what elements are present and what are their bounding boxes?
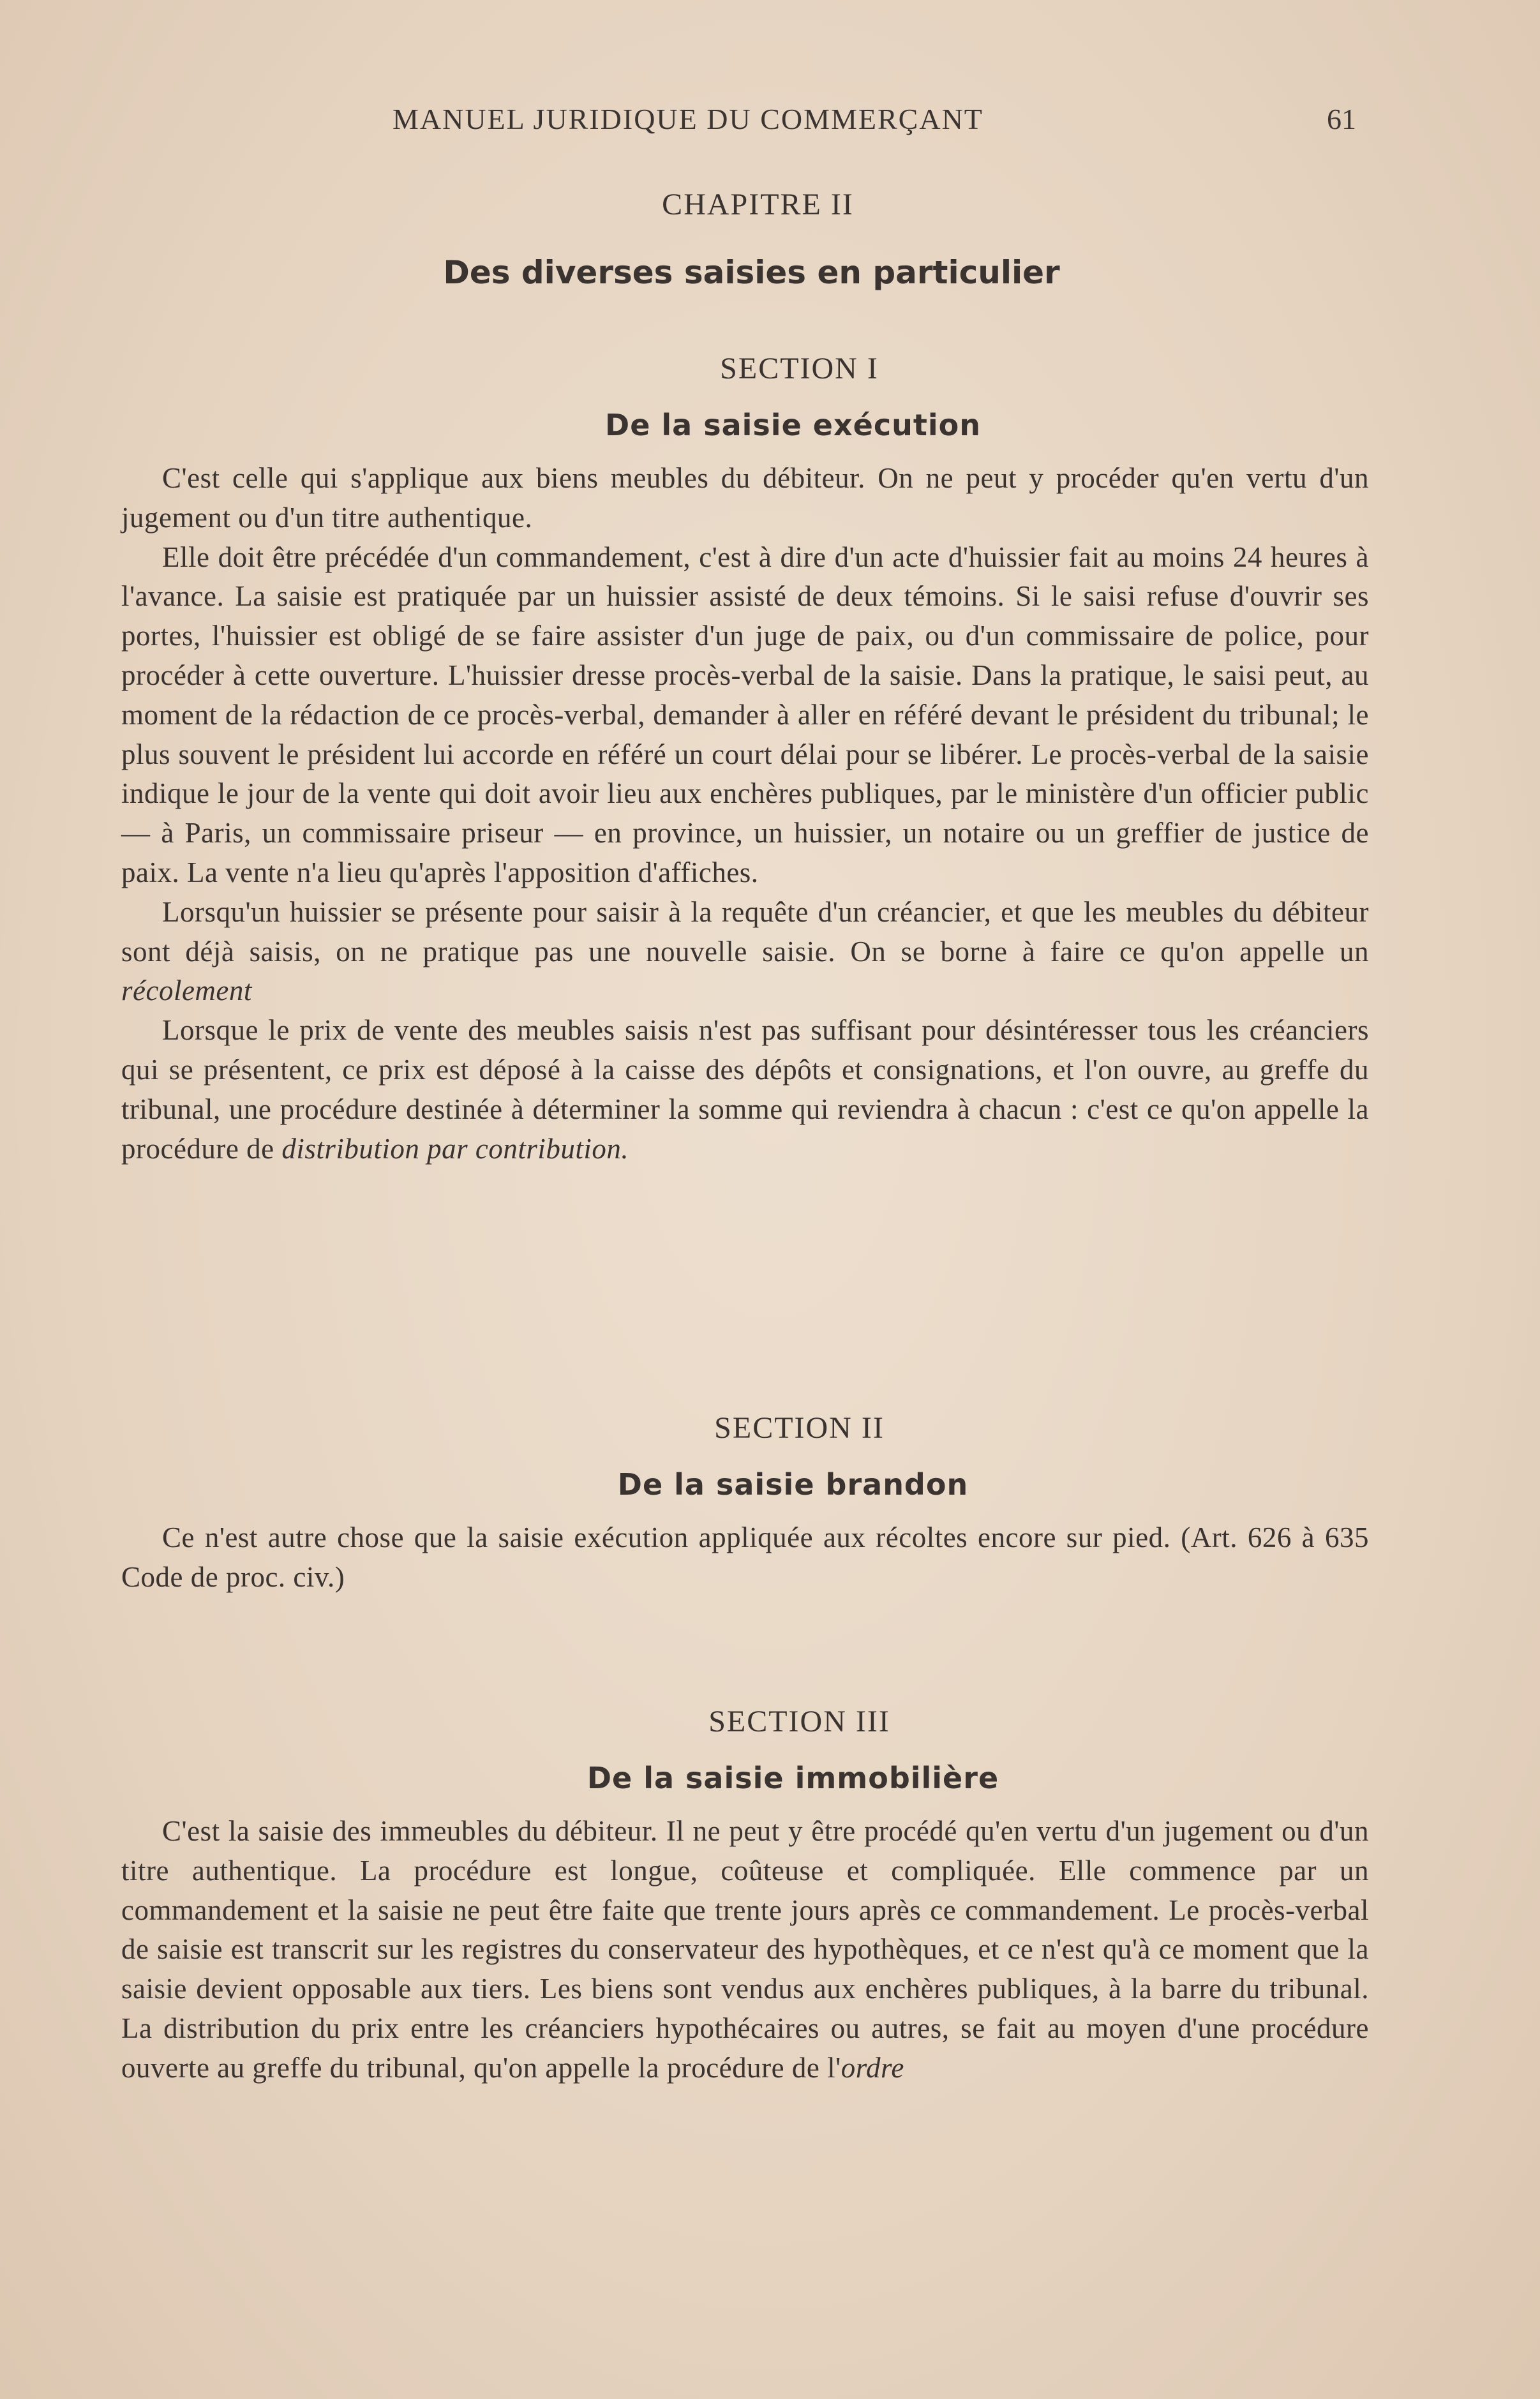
running-header [121,102,1369,147]
paragraph-text: C'est celle qui s'applique aux biens meubles du débiteur. On ne peut y procéder qu'en vertu d'un jugement ou d'un titre authentique. [121,462,1369,534]
section-body [121,1812,1369,2088]
paragraph-text: C'est la saisie des immeubles du débiteur. Il ne peut y être procédé qu'en vertu d'un jugement ou d'un titre authentique. La procédure est longue, coûteuse et compliquée. Elle commence par un commandement et la saisie ne peut être faite que trente jours après ce commandement. Le procès-verbal de saisie est transcrit sur les registres du conservateur des hypothèques, et ce n'est qu'à ce moment que la saisie devient opposable aux tiers. Les biens sont vendus aux enchères publiques, à la barre du tribunal. La distribution du prix entre les créanciers hypothécaires ou autres, se fait au moyen d'une procédure ouverte au greffe du tribunal, qu'on appelle la procédure de l' [121,1815,1369,2084]
section-title: De la saisie brandon [617,1467,969,1502]
paragraph-text: Lorsqu'un huissier se présente pour saisir à la requête d'un créancier, et que les meubles du débiteur sont déjà saisis, on ne pratique pas une nouvelle saisie. On se borne à faire ce qu'on appelle un [121,895,1369,968]
section-label: SECTION I [720,352,879,385]
section-body [121,1518,1369,1597]
section-body [121,459,1369,1169]
page-number: 61 [1327,103,1356,135]
section-title: De la saisie immobilière [587,1761,999,1795]
italic-term: distribution par contribution. [281,1132,629,1165]
paragraph-text: Lorsque le prix de vente des meubles saisis n'est pas suffisant pour désintéresser tous les créanciers qui se présentent, ce prix est déposé à la caisse des dépôts et consignations, et l'on ouvre, au greffe du tribunal, une procédure destinée à déterminer la somme qui reviendra à chacun : c'est ce qu'on appelle la procédure de [121,1014,1369,1165]
paragraph [121,1812,1369,2088]
paragraph [121,1011,1369,1169]
paragraph-text: Elle doit être précédée d'un commandement, c'est à dire d'un acte d'huissier fait au moins 24 heures à l'avance. La saisie est pratiquée par un huissier assisté de deux témoins. Si le saisi refuse d'ouvrir ses portes, l'huissier est obligé de se faire assister d'un juge de paix, ou d'un commissaire de police, pour procéder à cette ouverture. L'huissier dresse procès-verbal de la saisie. Dans la pratique, le saisi peut, au moment de la rédaction de ce procès-verbal, demander à aller en référé devant le président du tribunal; le plus souvent le président lui accorde en référé un court délai pour se libérer. Le procès-verbal de la saisie indique le jour de la vente qui doit avoir lieu aux enchères publiques, par le ministère d'un officier public — à Paris, un commissaire priseur — en province, un huissier, un notaire ou un greffier de justice de paix. La vente n'a lieu qu'après l'apposition d'affiches. [121,541,1369,888]
section-label: SECTION II [714,1411,885,1445]
italic-term: récolement [121,975,252,1007]
paragraph-text: Ce n'est autre chose que la saisie exécution appliquée aux récoltes encore sur pied. (Art. 626 à 635 Code de proc. civ.) [121,1521,1369,1593]
chapter-label: CHAPITRE II [662,188,854,221]
book-page [121,96,1369,2329]
section-label: SECTION III [708,1705,890,1738]
section-title: De la saisie exécution [605,408,981,442]
paragraph [121,459,1369,538]
section-2 [121,1410,1369,1597]
paragraph [121,1518,1369,1597]
section-1 [121,351,1369,1169]
chapter-title: Des diverses saisies en particulier [443,254,1060,291]
running-title: MANUEL JURIDIQUE DU COMMERÇANT [392,103,983,135]
chapter-heading [121,187,1369,291]
italic-term: ordre [841,2051,904,2084]
paragraph [121,538,1369,893]
section-3 [121,1704,1369,2088]
paragraph [121,893,1369,1011]
